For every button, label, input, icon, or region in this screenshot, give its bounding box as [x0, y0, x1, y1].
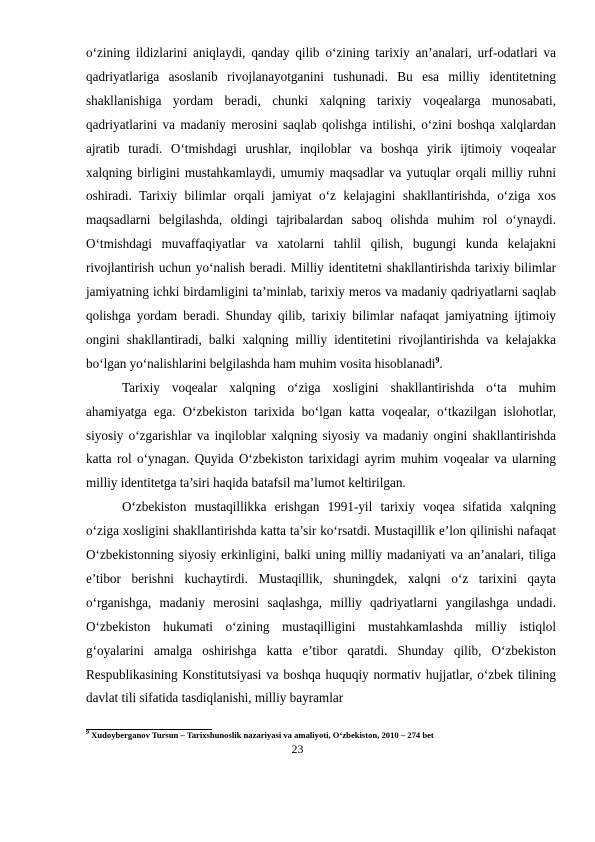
body-text — [86, 41, 556, 710]
paragraph-1 — [86, 41, 556, 376]
footnote — [86, 730, 556, 741]
page-number: 23 — [291, 742, 304, 756]
paragraph-3: O‘zbekiston mustaqillikka erishgan 1991-yil tarixiy voqea sifatida xalqning o‘ziga xosligini shakllantirishda katta ta’sir ko‘rsatdi. Mustaqillik e’lon qilinishi nafaqat O‘zbekistonning siyosiy erkinligini, balki uning milliy madaniyati va an’analari, tiliga e’tibor berishni kuchaytirdi. Mustaqillik, shuningdek, xalqni o‘z tarixini qayta o‘rganishga, madaniy merosini saqlashga, milliy qadriyatlarni yangilashga undadi. O‘zbekiston hukumati o‘zining mustaqilligini mustahkamlashda milliy istiqlol g‘oyalarini amalga oshirishga katta e’tibor qaratdi. Shunday qilib, O‘zbekiston Respublikasining Konstitutsiyasi va boshqa huquqiy normativ hujjatlar, o‘zbek tilining davlat tili sifatida tasdiqlanishi, milliy bayramlar — [86, 499, 556, 706]
footnote-number: 9 — [86, 730, 89, 737]
footnote-text: Xudoyberganov Tursun – Tarixshunoslik nazariyasi va amaliyoti, O‘zbekiston, 2010 – 274 bet — [91, 730, 434, 740]
paragraph-1-text: o‘zining ildizlarini aniqlaydi, qanday qilib o‘zining tarixiy an’analari, urf-odatlari va qadriyatlariga asoslanib rivojlanayotganini tushunadi. Bu esa milliy identitetning shakllanishiga yordam beradi, chunki xalqning tarixiy voqealarga munosabati, qadriyatlarini va madaniy merosini saqlab qolishga intilishi, o‘zini boshqa xalqlardan ajratib turadi. O‘tmishdagi urushlar, inqiloblar va boshqa yirik ijtimoiy voqealar xalqning birligini mustahkamlaydi, umumiy maqsadlar va yutuqlar orqali milliy ruhni oshiradi. Tarixiy bilimlar orqali jamiyat o‘z kelajagini shakllantirishda, o‘ziga xos maqsadlarni belgilashda, oldingi tajribalardan saboq olishda muhim rol o‘ynaydi. O‘tmishdagi muvaffaqiyatlar va xatolarni tahlil qilish, bugungi kunda kelajakni rivojlantirish uchun yo‘nalish beradi. Milliy identitetni shakllantirishda tarixiy bilimlar jamiyatning ichki birdamligini ta’minlab, tarixiy meros va madaniy qadriyatlarni saqlab qolishga yordam beradi. Shunday qilib, tarixiy bilimlar nafaqat jamiyatning ijtimoiy ongini shakllantiradi, balki xalqning milliy identitetini rivojlantirishda va kelajakka bo‘lgan yo‘nalishlarini belgilashda ham muhim vosita hisoblanadi — [86, 45, 556, 371]
paragraph-1-end: . — [439, 355, 443, 371]
footnote-reference[interactable]: 9 — [435, 355, 440, 365]
paragraph-2: Tarixiy voqealar xalqning o‘ziga xosligini shakllantirishda o‘ta muhim ahamiyatga ega. O‘zbekiston tarixida bo‘lgan katta voqealar, o‘tkazilgan islohotlar, siyosiy o‘zgarishlar va inqiloblar xalqning siyosiy va madaniy ongini shakllantirishda katta rol o‘ynagan. Quyida O‘zbekiston tarixidagi ayrim muhim voqealar va ularning milliy identitetga ta’siri haqida batafsil ma’lumot keltirilgan. — [86, 379, 556, 491]
